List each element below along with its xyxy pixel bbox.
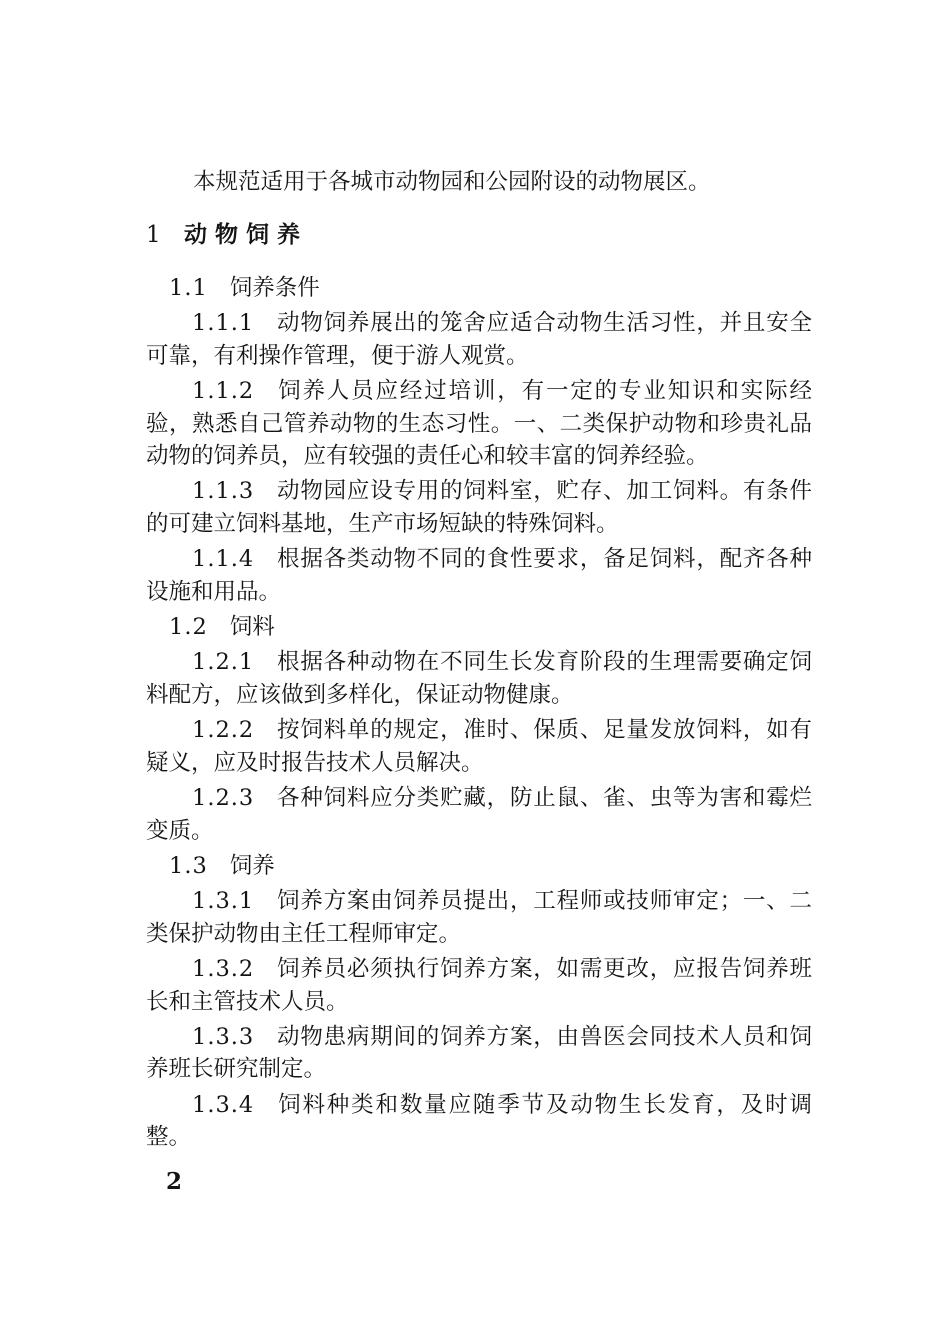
clause (146, 375, 812, 472)
section-title: 饲养 (229, 852, 275, 879)
clause-text: 根据各类动物不同的食性要求，备足饲料，配齐各种设施和用品。 (146, 546, 812, 605)
chapter-number: 1 (146, 222, 161, 248)
clause (146, 307, 812, 372)
section-title: 饲养条件 (229, 275, 320, 301)
document-body (146, 272, 812, 1157)
clause-number: 1.3.4 (192, 1091, 255, 1118)
clause-number: 1.3.2 (192, 956, 255, 983)
clause-number: 1.2.1 (192, 649, 255, 676)
clause-number: 1.2.2 (192, 717, 255, 744)
section-heading (146, 611, 812, 643)
clause (146, 646, 812, 711)
section-number: 1.1 (169, 275, 208, 301)
clause-text: 按饲料单的规定，准时、保质、足量发放饲料，如有疑义，应及时报告技术人员解决。 (146, 717, 812, 776)
clause (146, 714, 812, 779)
section-heading (146, 850, 812, 882)
page-number: 2 (166, 1168, 183, 1195)
clause-number: 1.1.3 (192, 478, 255, 505)
clause-text: 动物饲养展出的笼舍应适合动物生活习性，并且安全可靠，有利操作管理，便于游人观赏。 (146, 310, 812, 369)
clause-text: 根据各种动物在不同生长发育阶段的生理需要确定饲料配方，应该做到多样化，保证动物健康。 (146, 649, 812, 708)
clause (146, 475, 812, 540)
clause-text: 饲养方案由饲养员提出，工程师或技师审定；一、二类保护动物由主任工程师审定。 (146, 888, 812, 947)
chapter-title: 动物饲养 (184, 221, 308, 248)
clause-number: 1.1.2 (192, 378, 255, 405)
clause-text: 动物园应设专用的饲料室，贮存、加工饲料。有条件的可建立饲料基地，生产市场短缺的特殊饲料。 (146, 478, 812, 537)
chapter-heading (146, 219, 308, 251)
section-number: 1.2 (169, 614, 208, 641)
clause-number: 1.1.1 (192, 310, 255, 337)
clause-text: 饲养人员应经过培训，有一定的专业知识和实际经验，熟悉自己管养动物的生态习性。一、二类保护动物和珍贵礼品动物的饲养员，应有较强的责任心和较丰富的饲养经验。 (146, 378, 812, 470)
clause-number: 1.2.3 (192, 785, 255, 812)
clause-text: 动物患病期间的饲养方案，由兽医会同技术人员和饲养班长研究制定。 (146, 1023, 812, 1083)
clause (146, 953, 812, 1018)
clause (146, 1089, 812, 1154)
clause-number: 1.1.4 (192, 546, 255, 573)
clause-text: 各种饲料应分类贮藏，防止鼠、雀、虫等为害和霉烂变质。 (146, 785, 812, 844)
section-title: 饲料 (229, 614, 275, 641)
clause-text: 饲料种类和数量应随季节及动物生长发育，及时调整。 (146, 1091, 812, 1151)
scope-statement: 本规范适用于各城市动物园和公园附设的动物展区。 (193, 169, 711, 195)
clause (146, 1021, 812, 1086)
clause-number: 1.3.1 (192, 888, 255, 915)
section-heading (146, 272, 812, 304)
clause-number: 1.3.3 (192, 1023, 255, 1050)
clause-text: 饲养员必须执行饲养方案，如需更改，应报告饲养班长和主管技术人员。 (146, 956, 812, 1015)
clause (146, 885, 812, 950)
clause (146, 782, 812, 847)
section-number: 1.3 (169, 852, 208, 879)
clause (146, 543, 812, 608)
